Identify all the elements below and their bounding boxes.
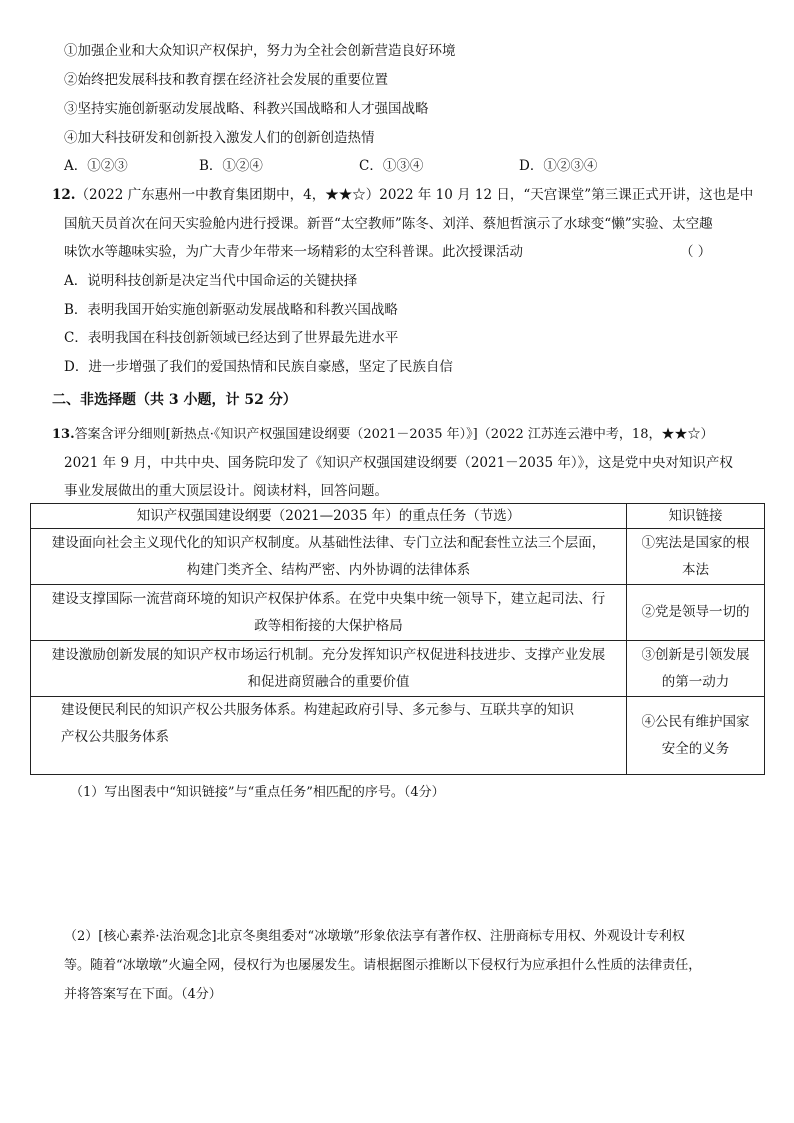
section-title: 二、非选择题（共 3 小题，计 52 分） (52, 392, 297, 408)
table-header-tasks: 知识产权强国建设纲要（2021—2035 年）的重点任务（节选） (31, 504, 627, 529)
table-header-links: 知识链接 (627, 504, 765, 529)
q12-option-b[interactable]: B．表明我国开始实施创新驱动发展战略和科教兴国战略 (64, 302, 398, 318)
link-cell: ②党是领导一切的 (627, 585, 765, 641)
knowledge-table (30, 503, 765, 775)
q13-header-text: 答案含评分细则[新热点·《知识产权强国建设纲要（2021－2035 年）》]（2022 江苏连云港中考，18，★★☆） (74, 427, 714, 442)
q12-line-1 (52, 185, 753, 205)
task-cell: 建设便民利民的知识产权公共服务体系。构建起政府引导、多元参与、互联共享的知识 产权公共服务体系 (31, 697, 627, 775)
q11-option-b[interactable]: B．①②④ (199, 158, 263, 174)
q11-option-c[interactable]: C．①③④ (359, 158, 424, 174)
q12-option-a[interactable]: A．说明科技创新是决定当代中国命运的关键抉择 (64, 273, 358, 289)
q11-item: ①加强企业和大众知识产权保护，努力为全社会创新营造良好环境 (64, 43, 456, 59)
task-cell: 建设支撑国际一流营商环境的知识产权保护体系。在党中央集中统一领导下，建立起司法、行 政等相衔接的大保护格局 (31, 585, 627, 641)
task-cell: 建设面向社会主义现代化的知识产权制度。从基础性法律、专门立法和配套性立法三个层面， 构建门类齐全、结构严密、内外协调的法律体系 (31, 529, 627, 585)
link-cell: ④公民有维护国家 安全的义务 (627, 697, 765, 775)
q12-line-2: 国航天员首次在问天实验舱内进行授课。新晋“太空教师”陈冬、刘洋、蔡旭哲演示了水球变“懒”实验、太空趣 (64, 216, 713, 232)
q12-number: 12. (52, 187, 76, 203)
q13-subquestion-2-line: 并将答案写在下面。（4分） (64, 987, 222, 1002)
q11-option-a[interactable]: A．①②③ (64, 158, 128, 174)
link-cell: ①宪法是国家的根 本法 (627, 529, 765, 585)
link-cell: ③创新是引领发展 的第一动力 (627, 641, 765, 697)
q13-header (52, 425, 713, 445)
table-row (31, 585, 765, 641)
q12-option-d[interactable]: D．进一步增强了我们的爱国热情和民族自豪感，坚定了民族自信 (64, 359, 453, 375)
q11-item: ③坚持实施创新驱动发展战略、科教兴国战略和人才强国战略 (64, 101, 429, 117)
table-row (31, 641, 765, 697)
answer-parentheses[interactable]: （ ） (680, 244, 712, 260)
task-cell: 建设激励创新发展的知识产权市场运行机制。充分发挥知识产权促进科技进步、支撑产业发展 和促进商贸融合的重要价值 (31, 641, 627, 697)
table-row (31, 697, 765, 775)
q11-item: ②始终把发展科技和教育摆在经济社会发展的重要位置 (64, 72, 388, 88)
table-header-row (31, 504, 765, 529)
q13-subquestion-2-line: （2）[核心素养·法治观念]北京冬奥组委对“冰墩墩”形象依法享有著作权、注册商标专用权、外观设计专利权 (64, 929, 685, 944)
q11-item: ④加大科技研发和创新投入激发人们的创新创造热情 (64, 130, 375, 146)
q12-stem: （2022 广东惠州一中教育集团期中，4，★★☆）2022 年 10 月 12 日，“天宫课堂”第三课正式开讲，这也是中 (75, 187, 754, 203)
table-row (31, 529, 765, 585)
q13-subquestion-2-line: 等。随着“冰墩墩”火遍全网，侵权行为也屡屡发生。请根据图示推断以下侵权行为应承担什么性质的法律责任， (64, 958, 702, 973)
q12-option-c[interactable]: C．表明我国在科技创新领域已经达到了世界最先进水平 (64, 330, 399, 346)
q13-intro-line: 2021 年 9 月，中共中央、国务院印发了《知识产权强国建设纲要（2021－2035 年）》，这是党中央对知识产权 (64, 455, 733, 471)
q11-option-d[interactable]: D．①②③④ (519, 158, 598, 174)
q13-subquestion-1: （1）写出图表中“知识链接”与“重点任务”相匹配的序号。（4分） (70, 785, 445, 800)
q13-number: 13. (52, 427, 75, 442)
q13-intro-line: 事业发展做出的重大顶层设计。阅读材料，回答问题。 (64, 483, 388, 499)
q12-line-3: 味饮水等趣味实验，为广大青少年带来一场精彩的太空科普课。此次授课活动 (64, 244, 523, 260)
